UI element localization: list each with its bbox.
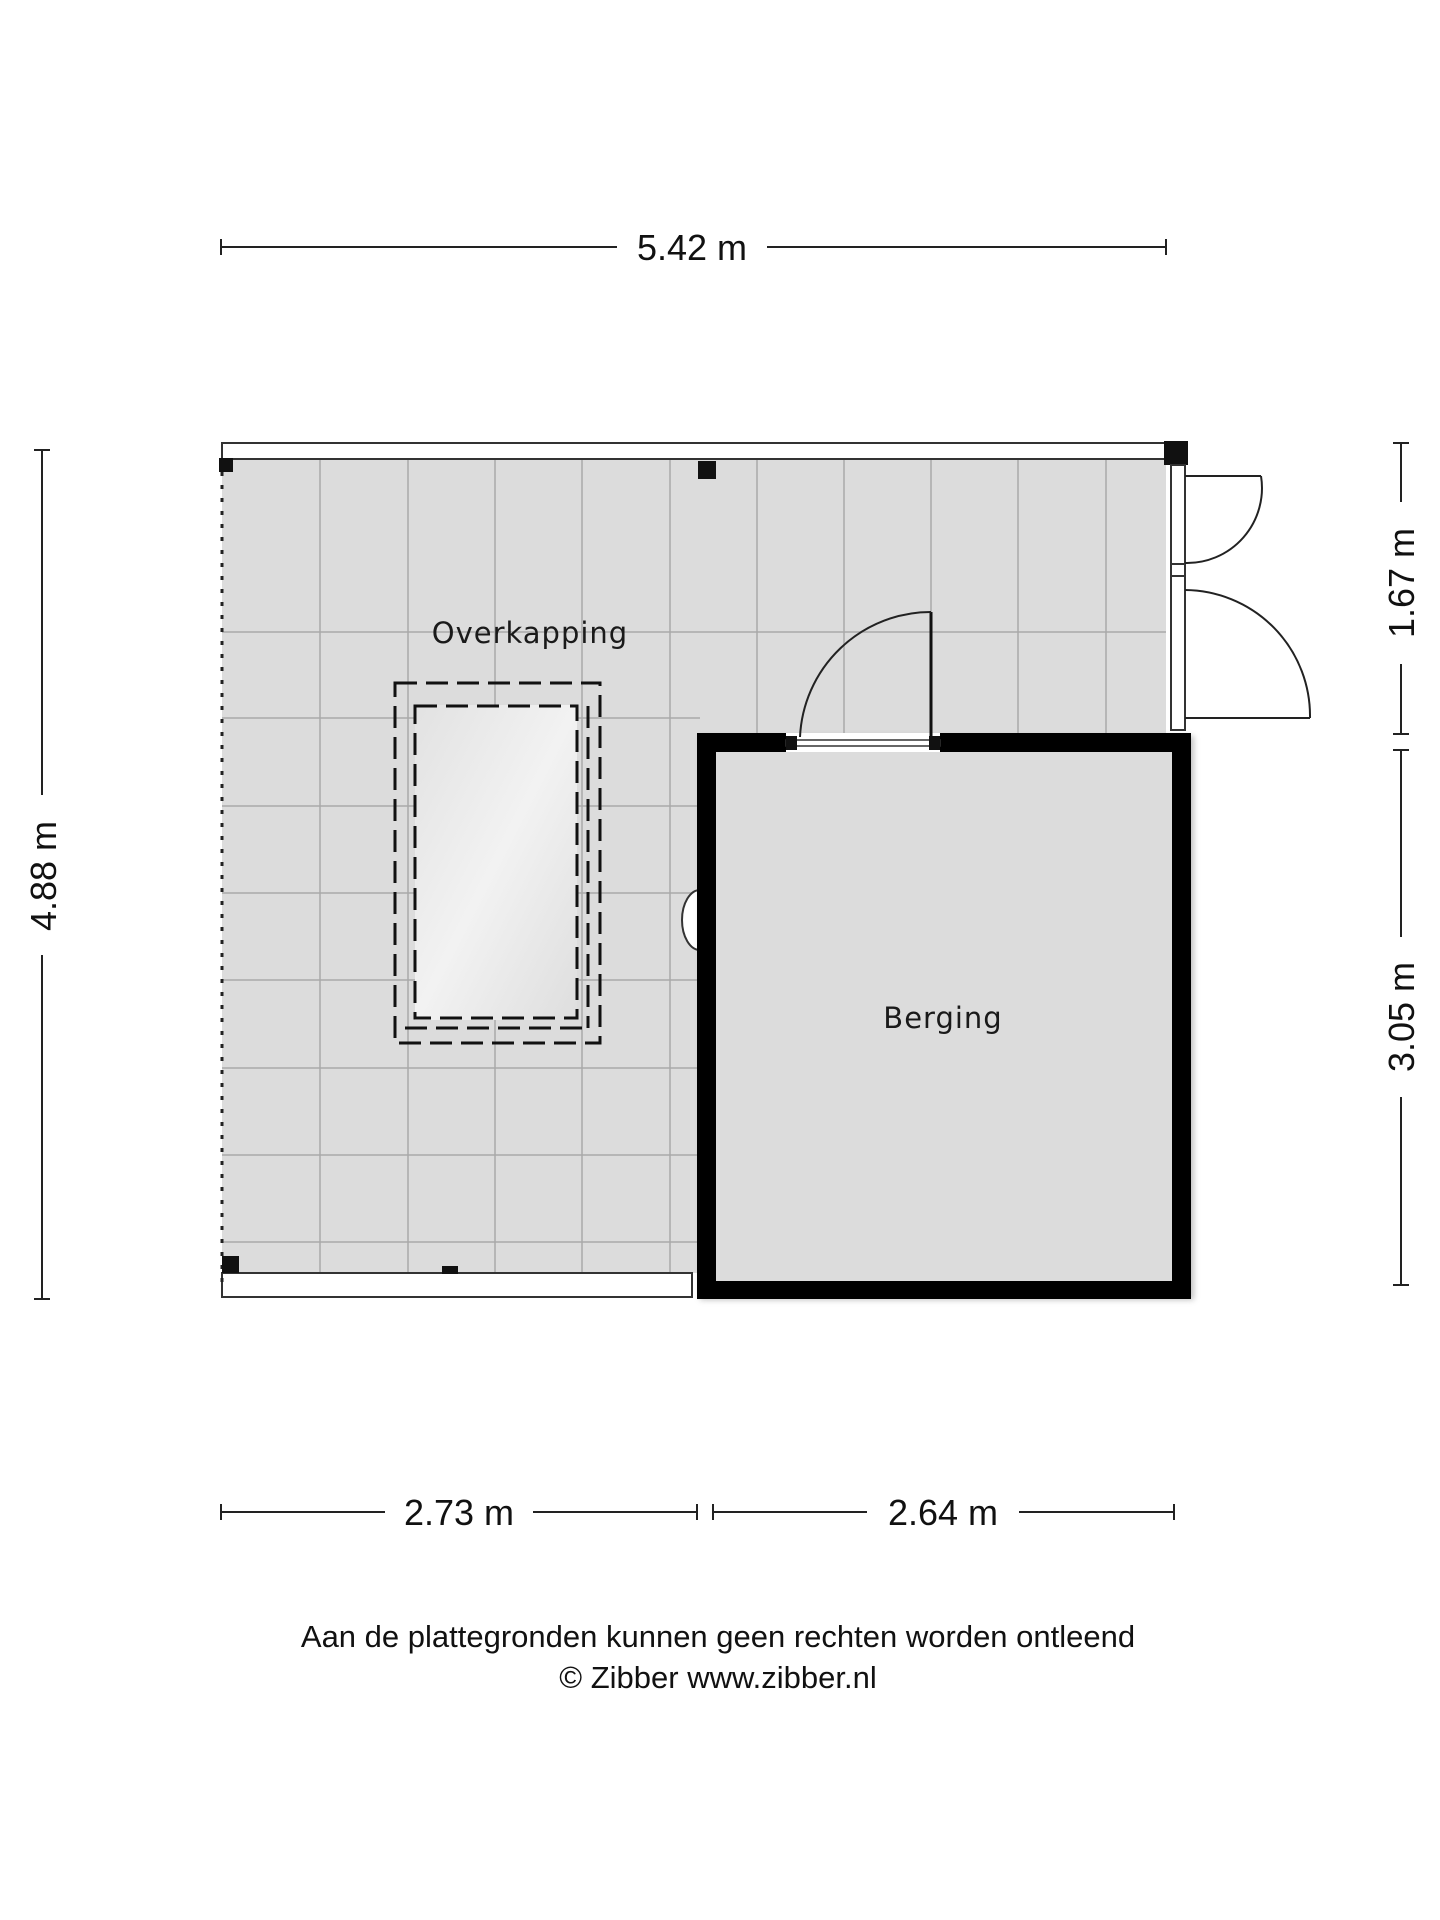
post-top-right [1164, 441, 1188, 465]
label-berging: Berging [883, 1001, 1003, 1035]
post-top-left [219, 458, 233, 472]
dimension-left-label: 4.88 m [23, 820, 64, 932]
post-bottom-left [222, 1256, 239, 1273]
dimension-bottom-left-label: 2.73 m [403, 1492, 515, 1533]
top-beam [222, 443, 1166, 459]
label-overkapping: Overkapping [431, 616, 629, 650]
post-top-middle [698, 461, 716, 479]
dimension-right-lower-label: 3.05 m [1381, 961, 1422, 1073]
post-bottom-middle [442, 1266, 458, 1274]
berging-door-frame [786, 740, 940, 746]
door-jamb-right [929, 736, 940, 750]
dimension-right-upper-label: 1.67 m [1381, 527, 1422, 639]
double-door-right [1171, 465, 1310, 730]
footer-disclaimer: Aan de plattegronden kunnen geen rechten worden ontleend [300, 1619, 1136, 1654]
dimension-top-label: 5.42 m [636, 227, 748, 268]
bottom-beam [222, 1273, 692, 1297]
footer-copyright: © Zibber www.zibber.nl [559, 1660, 877, 1695]
door-jamb-left [786, 736, 797, 750]
dimension-bottom-right-label: 2.64 m [887, 1492, 999, 1533]
skylight [395, 683, 600, 1043]
